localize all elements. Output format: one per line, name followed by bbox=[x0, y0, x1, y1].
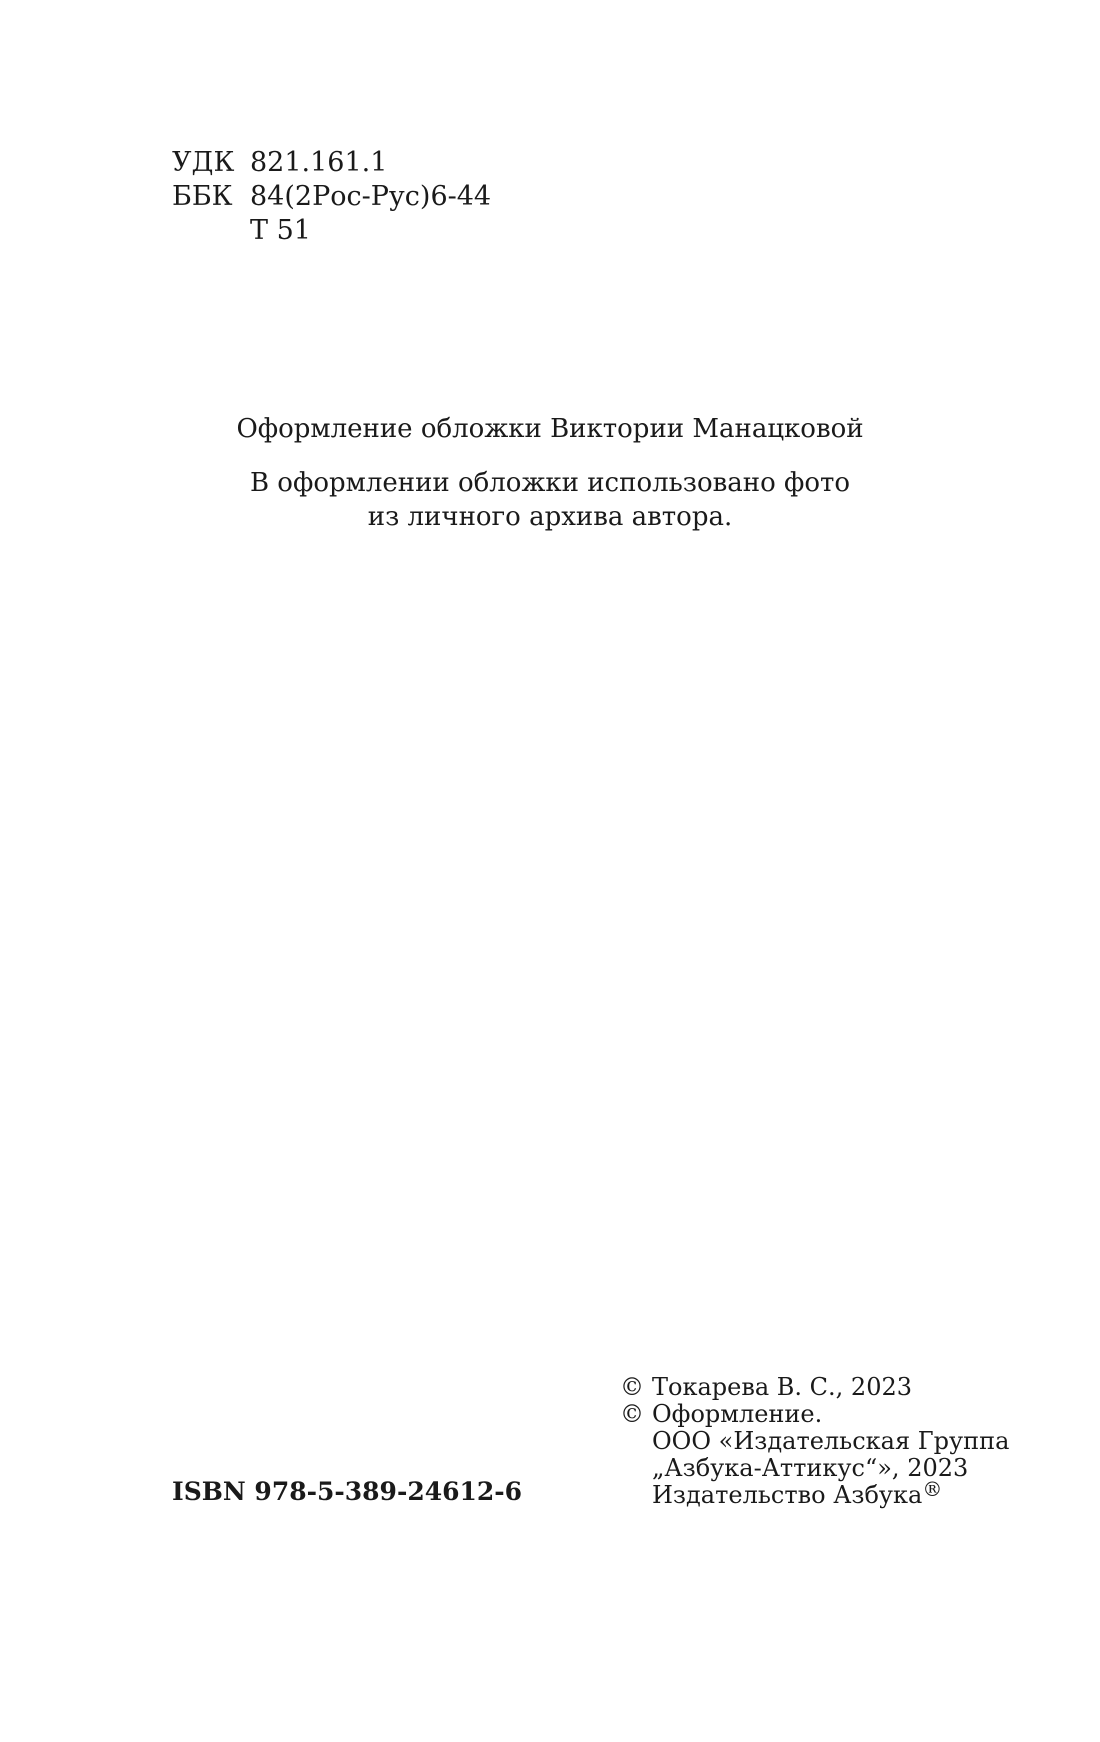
copyright-imprint bbox=[620, 1477, 1009, 1509]
author-mark-row bbox=[172, 214, 491, 248]
udk-value: 821.161.1 bbox=[250, 147, 388, 178]
cover-design-credit: Оформление обложки Виктории Манацковой bbox=[236, 414, 864, 444]
bbk-value: 84(2Рос-Рус)6-44 bbox=[250, 181, 492, 212]
registered-mark: ® bbox=[922, 1477, 943, 1501]
copyright-symbol: © bbox=[620, 1400, 644, 1428]
bbk-label: ББК bbox=[172, 181, 233, 212]
copyright-author: Токарева В. С., 2023 bbox=[652, 1373, 913, 1401]
copyright-symbol: © bbox=[620, 1373, 644, 1401]
bbk-row bbox=[172, 180, 491, 214]
author-mark: Т 51 bbox=[250, 215, 311, 246]
udk-label: УДК bbox=[172, 147, 235, 178]
copyright-design-row bbox=[620, 1401, 1009, 1428]
copyright-publisher-line-2: „Азбука-Аттикус“», 2023 bbox=[652, 1454, 969, 1482]
copyright-author-row bbox=[620, 1374, 1009, 1401]
udk-row bbox=[172, 146, 491, 180]
copyright-design: Оформление. bbox=[652, 1400, 823, 1428]
cover-credits bbox=[0, 412, 1100, 534]
copyright-publisher-line-1: ООО «Издательская Группа bbox=[652, 1427, 1010, 1455]
copyright-block bbox=[620, 1374, 1009, 1509]
isbn: ISBN 978-5-389-24612-6 bbox=[172, 1477, 523, 1506]
photo-credit-line-2: из личного архива автора. bbox=[367, 502, 733, 532]
imprint-name: Издательство Азбука bbox=[652, 1481, 923, 1509]
classification-block bbox=[172, 146, 491, 248]
photo-credit-line-1: В оформлении обложки использовано фото bbox=[249, 468, 851, 498]
